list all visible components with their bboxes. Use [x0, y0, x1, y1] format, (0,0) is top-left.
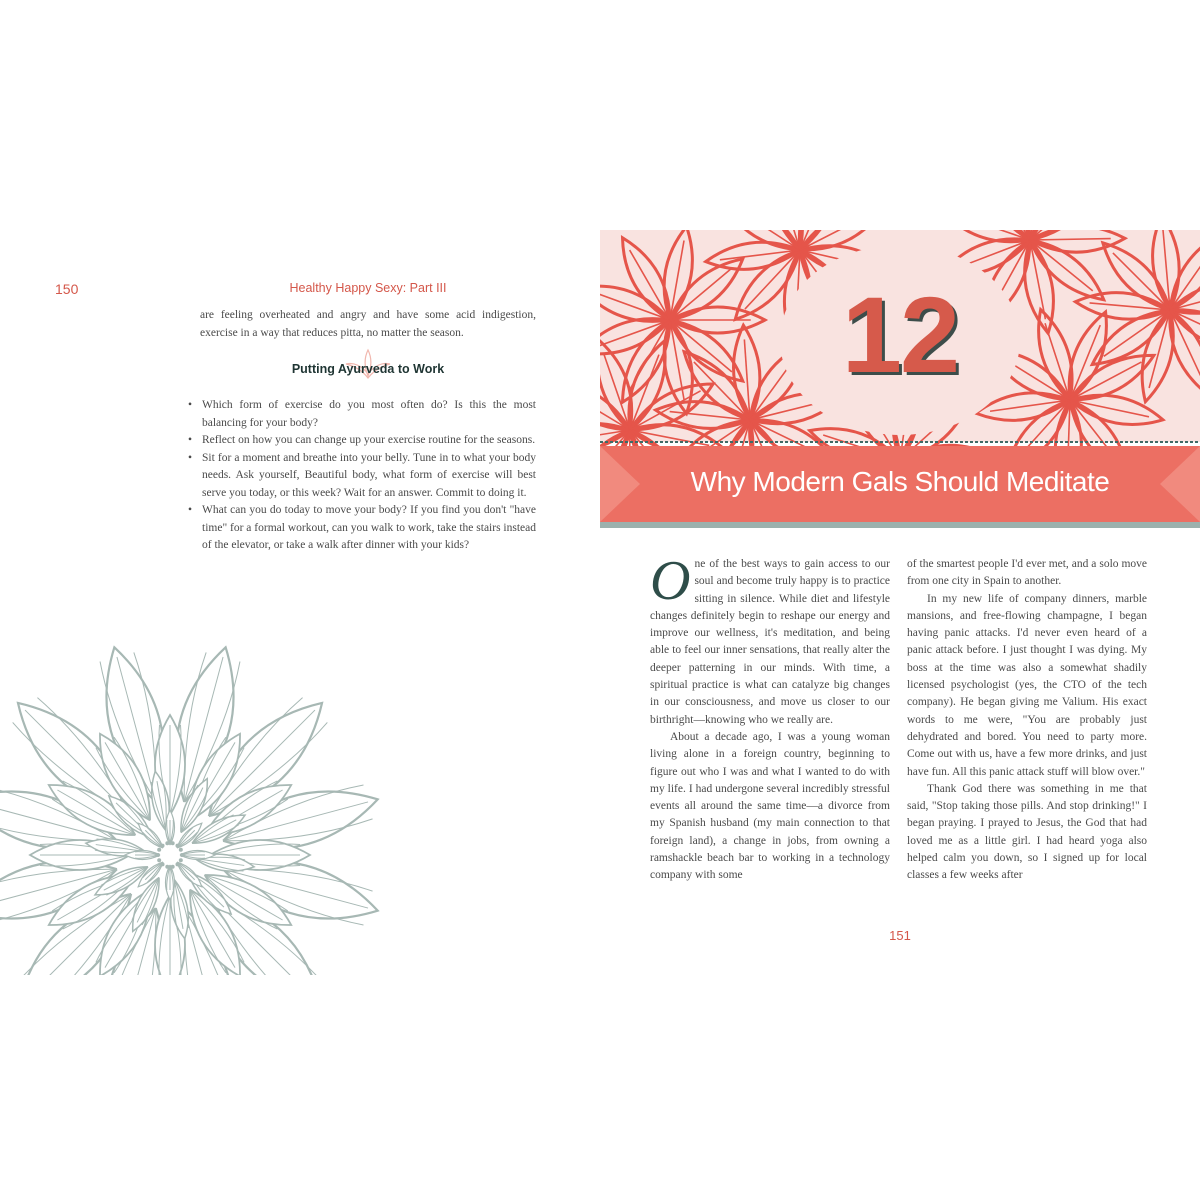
paragraph [650, 550, 890, 729]
left-intro-text: are feeling overheated and angry and have some acid indigestion, exercise in a way that reduces pitta, no matter the season. [200, 309, 536, 339]
drop-cap: O [650, 550, 691, 612]
page-number-right: 151 [889, 928, 911, 943]
paragraph-text: ne of the best ways to gain access to our soul and become truly happy is to practice sitting in silence. While diet and lifestyle changes definitely begin to reshape our energy and improve our wellness, it's meditation, and being able to feel our inner sensations, that really alter the deeper patterning in our minds. With time, a spiritual practice is what can catalyze big changes in our consciousness, and move us closer to our birthright—knowing who we really are. [650, 558, 890, 726]
section-heading: Putting Ayurveda to Work [291, 362, 445, 376]
list-item [188, 432, 536, 450]
list-item [188, 450, 536, 503]
bullet-marker: • [188, 451, 193, 464]
flower-illustration [0, 630, 400, 975]
flower-center-dot [156, 853, 160, 857]
list-item [188, 502, 536, 555]
list-item [188, 397, 536, 432]
text-column-right [907, 556, 1147, 885]
paragraph: In my new life of company dinners, marble mansions, and free-flowing champagne, I began having panic attacks. I'd never even heard of a panic attack before. I just thought I was dying. My boss at the time was also a somewhat shadily licensed psychologist (yes, the CTO of the tech company). He began giving me Valium. His exact words to me were, "You are probably just dehydrated and bored. You need to party more. Come out with us, have a few more drinks, and just have fun. All this panic attack stuff will blow over." [907, 592, 1147, 778]
bullet-marker: • [188, 504, 193, 516]
flower-center-dot [157, 858, 161, 862]
flower-center-dot [175, 844, 179, 848]
exercise-questions-list [188, 397, 536, 555]
list-item-text: Reflect on how you can change up your exercise routine for the seasons. [202, 434, 536, 446]
flower-center-dot [179, 858, 183, 862]
chapter-number: 12 [841, 274, 959, 395]
paragraph: Thank God there was something in me that said, "Stop taking those pills. And stop drinking!" I began praying. I prayed to Jesus, the God that had loved me as a little girl. I had heard yoga also helped calm you down, so I signed up for local classes a few weeks after [907, 782, 1147, 882]
text-column-left [650, 550, 890, 885]
flower-center-dot [171, 865, 175, 869]
flower-center-dot [157, 848, 161, 852]
flower-center-dot [180, 853, 184, 857]
running-head: Healthy Happy Sexy: Part III [289, 281, 447, 295]
flower-center-dot [179, 848, 183, 852]
flower-center-dot [165, 865, 169, 869]
paragraph: of the smartest people I'd ever met, and a solo move from one city in Spain to another. [907, 558, 1147, 588]
list-item-text: Sit for a moment and breathe into your belly. Tune in to what your body needs. Ask yourself, Beautiful body, what form of exercise will best serve you today, or this week? Wait for an answer. Commit to doing it. [202, 451, 536, 499]
flower-center-dot [171, 841, 175, 845]
page-number-left: 150 [55, 281, 79, 297]
paragraph: About a decade ago, I was a young woman living alone in a foreign country, beginning to figure out who I was and what I wanted to do with my life. I had undergone several incredibly stressful events all around the same time—a divorce from my Spanish husband (my main connection to that foreign land), a change in jobs, from owning a ramshackle beach bar to working in a technology company with some [650, 730, 890, 882]
bullet-marker: • [188, 399, 193, 411]
flower-center-dot [161, 862, 165, 866]
flower-center-dot [165, 841, 169, 845]
chapter-title: Why Modern Gals Should Meditate [690, 466, 1110, 497]
list-item-text: What can you do today to move your body? If you find you don't "have time" for a formal workout, can you walk to work, take the stairs instead of the elevator, or take a walk after dinner with your kids? [202, 504, 536, 551]
bullet-marker: • [188, 434, 193, 446]
flower-center-dot [175, 862, 179, 866]
flower-center-dot [161, 844, 165, 848]
list-item-text: Which form of exercise do you most often do? Is this the most balancing for your body? [202, 399, 536, 429]
